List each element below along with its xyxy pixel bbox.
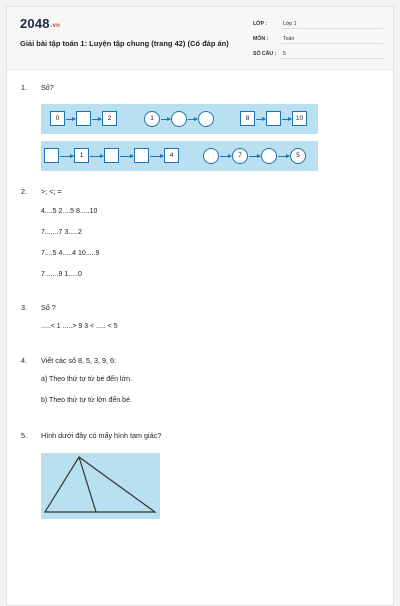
number-box: 1 — [74, 148, 89, 163]
page-title: Giải bài tập toán 1: Luyện tập chung (trang 42) (Có đáp án) — [20, 39, 229, 48]
number-circle[interactable] — [171, 111, 187, 127]
question-number: 3. — [21, 303, 27, 312]
compare-line: 7....5 4.....4 10.....9 — [41, 250, 100, 257]
question-text: Số? — [41, 83, 54, 92]
meta-count-value: 5 — [283, 51, 286, 57]
inner-line — [79, 457, 96, 512]
arrow-icon — [161, 119, 170, 120]
order-task-a: a) Theo thứ tự từ bé đến lớn. — [41, 376, 132, 383]
number-circle: 1 — [144, 111, 160, 127]
meta-class-value: Lớp 1 — [283, 21, 297, 27]
number-box[interactable] — [134, 148, 149, 163]
arrow-icon — [60, 156, 73, 157]
site-logo[interactable] — [20, 16, 60, 31]
number-box[interactable] — [266, 111, 281, 126]
question-text: Viết các số 8, 5, 3, 9, 6: — [41, 356, 116, 365]
arrow-icon — [120, 156, 133, 157]
number-box: 2 — [102, 111, 117, 126]
arrow-icon — [282, 119, 291, 120]
number-circle: 7 — [232, 148, 248, 164]
outer-triangle — [45, 457, 155, 512]
question-text: Hình dưới đây có mấy hình tam giác? — [41, 431, 162, 440]
question-number: 4. — [21, 356, 27, 365]
question-number: 2. — [21, 187, 27, 196]
logo-suffix: .vn — [50, 23, 61, 29]
number-box: 4 — [164, 148, 179, 163]
number-box: 10 — [292, 111, 307, 126]
logo-text: 2048 — [20, 16, 50, 31]
arrow-icon — [220, 156, 231, 157]
meta-count-label: SỐ CÂU : — [253, 51, 277, 57]
number-circle: 5 — [290, 148, 306, 164]
compare-line: 7.......7 3.....2 — [41, 229, 82, 236]
question-number: 5. — [21, 431, 27, 440]
page-header — [7, 7, 393, 70]
number-circle[interactable] — [261, 148, 277, 164]
order-task-b: b) Theo thứ tự từ lớn đến bé. — [41, 397, 132, 404]
number-box: 8 — [240, 111, 255, 126]
question-number: 1. — [21, 83, 27, 92]
question-text: Số ? — [41, 303, 56, 312]
meta-class-label: LỚP : — [253, 21, 268, 27]
compare-line: 4....5 2....5 8.....10 — [41, 208, 98, 215]
question-text: >; <; = — [41, 187, 62, 196]
arrow-icon — [249, 156, 260, 157]
arrow-icon — [278, 156, 289, 157]
arrow-icon — [256, 119, 265, 120]
fill-line: .....< 1 .....> 9 3 < ..... < 5 — [41, 323, 118, 330]
arrow-icon — [90, 156, 103, 157]
number-box[interactable] — [104, 148, 119, 163]
meta-subject-value: Toán — [283, 36, 295, 42]
number-box[interactable] — [44, 148, 59, 163]
triangle-figure — [41, 453, 160, 519]
sequence-row-2 — [41, 141, 318, 171]
arrow-icon — [188, 119, 197, 120]
number-box: 0 — [50, 111, 65, 126]
number-box[interactable] — [76, 111, 91, 126]
sequence-row-1 — [41, 104, 318, 134]
arrow-icon — [66, 119, 75, 120]
compare-line: 7.......9 1.....0 — [41, 271, 82, 278]
meta-divider — [281, 43, 383, 44]
meta-subject-label: MÔN : — [253, 36, 269, 42]
worksheet-page — [6, 6, 394, 606]
number-circle[interactable] — [203, 148, 219, 164]
arrow-icon — [92, 119, 101, 120]
arrow-icon — [150, 156, 163, 157]
triangle-drawing — [41, 453, 160, 519]
number-circle[interactable] — [198, 111, 214, 127]
meta-divider — [281, 28, 383, 29]
meta-divider — [281, 58, 383, 59]
